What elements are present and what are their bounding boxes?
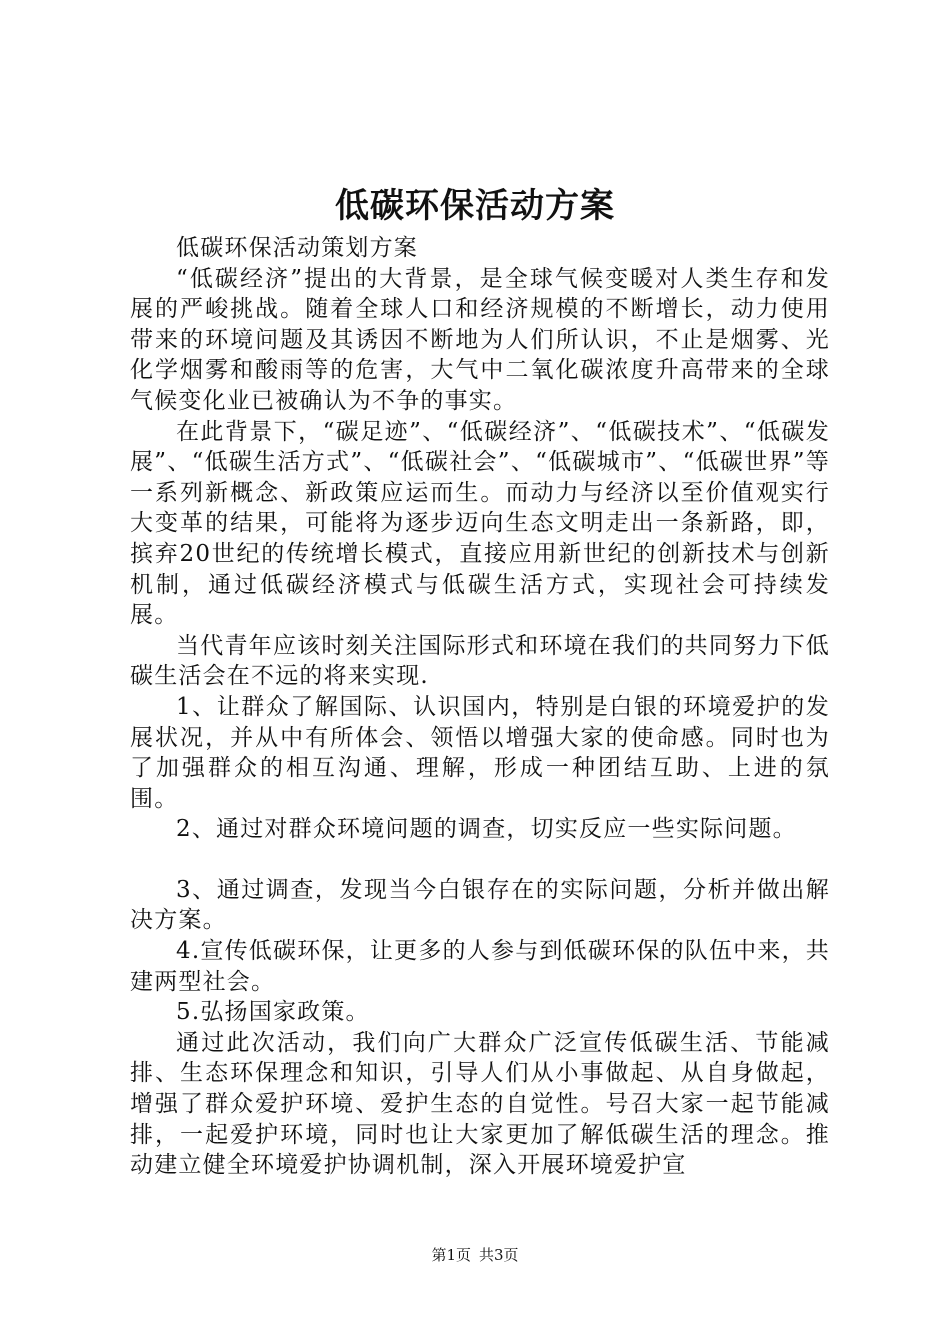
document-title: 低碳环保活动方案	[335, 186, 615, 226]
paragraph-activity: 通过此次活动，我们向广大群众广泛宣传低碳生活、节能减排、生态环保理念和知识，引导人们从小事做起、从自身做起，增强了群众爱护环境、爱护生态的自觉性。号召大家一起节能减排，一起爱护环境，同时也让大家更加了解低碳生活的理念。推动建立健全环境爱护协调机制，深入开展环境爱护宣	[130, 1029, 830, 1179]
paragraph-goal-3: 3、通过调查，发现当今白银存在的实际问题，分析并做出解决方案。	[130, 876, 830, 934]
page-footer	[0, 1244, 950, 1266]
paragraph-concepts: 在此背景下，“碳足迹”、“低碳经济”、“低碳技术”、“低碳发展”、“低碳生活方式”、“低碳社会”、“低碳城市”、“低碳世界”等一系列新概念、新政策应运而生。而动力与经济以至价值观实行大变革的结果，可能将为逐步迈向生态文明走出一条新路，即，摈弃20世纪的传统增长模式，直接应用新世纪的创新技术与创新机制，通过低碳经济模式与低碳生活方式，实现社会可持续发展。	[130, 418, 830, 629]
page-total: 共3页	[479, 1246, 519, 1264]
document-body	[130, 233, 830, 1181]
paragraph-subtitle: 低碳环保活动策划方案	[176, 235, 418, 261]
paragraph-goal-2: 2、通过对群众环境问题的调查，切实反应一些实际问题。	[176, 816, 797, 843]
paragraph-background: “低碳经济”提出的大背景，是全球气候变暖对人类生存和发展的严峻挑战。随着全球人口和经济规模的不断增长，动力使用带来的环境问题及其诱因不断地为人们所认识，不止是烟雾、光化学烟雾和酸雨等的危害，大气中二氧化碳浓度升高带来的全球气候变化业已被确认为不争的事实。	[130, 265, 830, 414]
paragraph-goal-1: 1、让群众了解国际、认识国内，特别是白银的环境爱护的发展状况，并从中有所体会、领悟以增强大家的使命感。同时也为了加强群众的相互沟通、理解，形成一种团结互助、上进的氛围。	[130, 693, 830, 812]
paragraph-goal-4: 4.宣传低碳环保，让更多的人参与到低碳环保的队伍中来，共建两型社会。	[130, 938, 830, 995]
paragraph-youth: 当代青年应该时刻关注国际形式和环境在我们的共同努力下低碳生活会在不远的将来实现.	[130, 632, 830, 690]
paragraph-goal-5: 5.弘扬国家政策。	[176, 999, 370, 1026]
page-number: 第1页	[431, 1246, 471, 1264]
